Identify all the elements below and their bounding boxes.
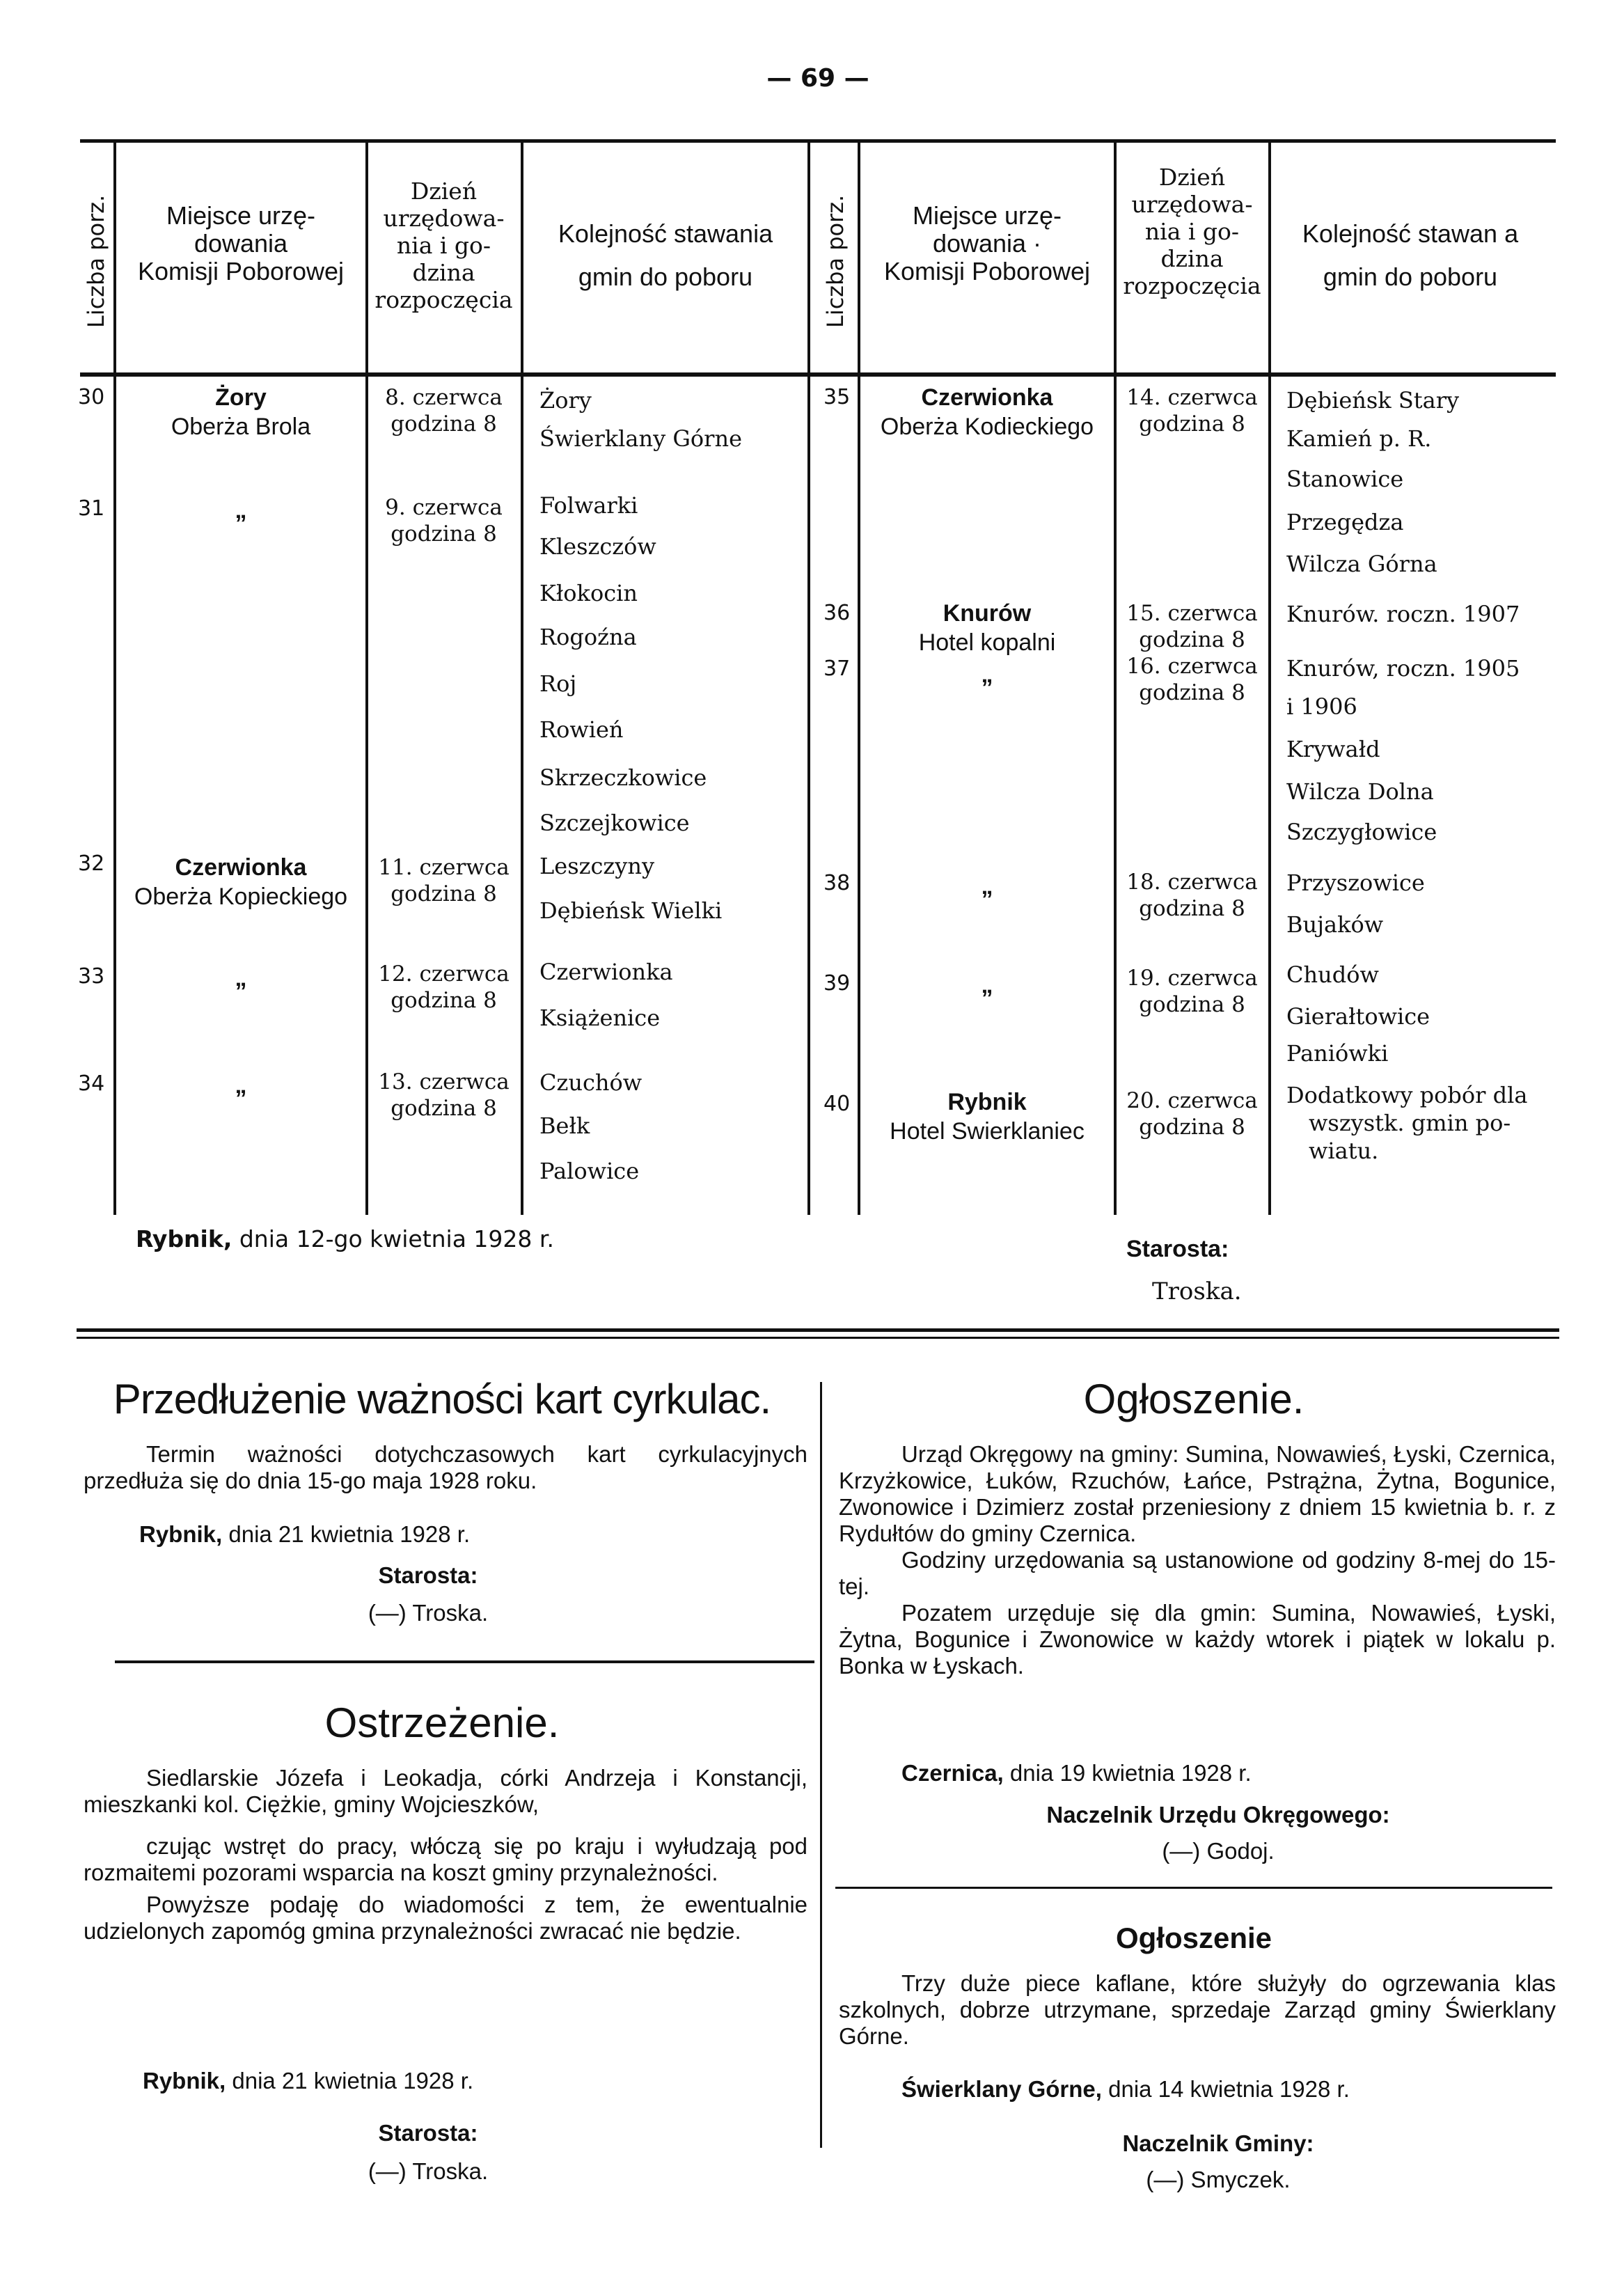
page-number: — 69 — bbox=[766, 64, 869, 93]
row-place-sub: Oberża Kodieckiego bbox=[880, 414, 1094, 440]
row-date: 15. czerwca godzina 8 bbox=[1126, 601, 1258, 652]
table-divider bbox=[521, 143, 523, 1215]
row-place bbox=[862, 872, 1112, 901]
article-paragraph: Urząd Okręgowy na gminy: Sumina, Nowawieś, Łyski, Czernica, Krzyżkowice, Łuków, Rzuchów, Łańce, Pstrążna, Żytna, Bogunice, Zwonowice i Dzimierz został przeniesiony z dniem 15 kwietnia b. r. z Rydułtów do gminy Czernica. bbox=[839, 1441, 1556, 1546]
row-gmina: Gierałtowice bbox=[1286, 1003, 1430, 1030]
dateline-place: Świerklany Górne, bbox=[901, 2076, 1102, 2102]
row-gmina: Kłokocin bbox=[539, 580, 638, 606]
footer-date: dnia 12-go kwietnia 1928 r. bbox=[239, 1225, 554, 1252]
row-place bbox=[118, 853, 363, 911]
row-gmina: i 1906 bbox=[1286, 693, 1357, 720]
row-gmina: Rowień bbox=[539, 716, 624, 743]
row-place-sub: Oberża Kopieckiego bbox=[134, 883, 348, 910]
row-number: 33 bbox=[78, 964, 105, 989]
row-place-name: „ bbox=[981, 972, 993, 998]
row-date: 18. czerwca godzina 8 bbox=[1126, 870, 1258, 921]
row-gmina: Przegędza bbox=[1286, 509, 1404, 535]
table-divider bbox=[807, 143, 810, 1215]
row-gmina: Knurów. roczn. 1907 bbox=[1286, 601, 1520, 627]
row-gmina: Świerklany Górne bbox=[539, 425, 743, 452]
row-gmina: Wilcza Górna bbox=[1286, 551, 1437, 577]
article-body bbox=[839, 1441, 1556, 1679]
row-date: 8. czerwca godzina 8 bbox=[385, 385, 503, 437]
header-order: Kolejność stawania gmin do poboru bbox=[558, 219, 773, 291]
header-place2: Miejsce urzę- dowania · Komisji Poborowej bbox=[883, 201, 1091, 285]
article-paragraph: Trzy duże piece kaflane, które służyły do ogrzewania klas szkolnych, dobrze utrzymane, sprzedaje Zarząd gminy Świerklany Górne. bbox=[839, 1970, 1556, 2049]
row-gmina: wszystk. gmin po- bbox=[1309, 1110, 1511, 1136]
table-divider bbox=[113, 143, 116, 1215]
article-title: Przedłużenie ważności kart cyrkulac. bbox=[113, 1376, 771, 1422]
article-body bbox=[84, 1765, 807, 1945]
row-gmina: Szczygłowice bbox=[1286, 819, 1437, 845]
header-lp: Liczba porz. bbox=[83, 194, 109, 328]
section-rule bbox=[77, 1337, 1559, 1339]
row-gmina: Kamień p. R. bbox=[1286, 425, 1432, 452]
row-number: 34 bbox=[78, 1071, 105, 1096]
row-place-name: „ bbox=[981, 873, 993, 900]
signature-name: (—) Troska. bbox=[368, 2158, 489, 2184]
row-gmina: Palowice bbox=[539, 1158, 640, 1184]
row-place-name: Knurów bbox=[943, 600, 1032, 627]
table-divider bbox=[1114, 143, 1117, 1215]
row-place-name: Żory bbox=[215, 384, 267, 411]
dateline-date: dnia 21 kwietnia 1928 r. bbox=[228, 1521, 471, 1547]
row-gmina: Czuchów bbox=[539, 1069, 642, 1096]
row-number: 31 bbox=[78, 496, 105, 521]
article-paragraph: Termin ważności dotychczasowych kart cyrkulacyjnych przedłuża się do dnia 15-go maja 1928 roku. bbox=[84, 1441, 807, 1493]
article-title: Ogłoszenie bbox=[1115, 1922, 1272, 1954]
table-footer-date bbox=[136, 1225, 554, 1252]
article-paragraph: Godziny urzędowania są ustanowione od godziny 8-mej do 15-tej. bbox=[839, 1547, 1556, 1599]
article-dateline bbox=[901, 1760, 1252, 1786]
table-divider bbox=[365, 143, 368, 1215]
row-date: 19. czerwca godzina 8 bbox=[1126, 966, 1258, 1017]
article-paragraph: czując wstręt do pracy, włóczą się po kraju i wyłudzają pod rozmaitemi pozorami wsparcia na koszt gminy przynależności. bbox=[84, 1833, 807, 1885]
row-gmina: Leszczyny bbox=[539, 853, 655, 879]
row-number: 35 bbox=[823, 385, 851, 409]
row-place bbox=[862, 383, 1112, 441]
table-top-rule bbox=[80, 139, 1556, 143]
column-divider bbox=[820, 1382, 822, 2148]
row-gmina: Dębieńsk Wielki bbox=[539, 897, 723, 924]
signature-title: Naczelnik Urzędu Okręgowego: bbox=[1046, 1802, 1390, 1828]
row-date: 12. czerwca godzina 8 bbox=[378, 961, 510, 1013]
row-place-name: Czerwionka bbox=[921, 384, 1053, 411]
row-number: 30 bbox=[78, 385, 105, 409]
table-divider bbox=[1268, 143, 1271, 1215]
row-number: 38 bbox=[823, 871, 851, 895]
row-date: 16. czerwca godzina 8 bbox=[1126, 654, 1258, 705]
row-date: 13. czerwca godzina 8 bbox=[378, 1069, 510, 1121]
row-place bbox=[118, 1071, 363, 1100]
row-place bbox=[118, 383, 363, 441]
table-header-rule bbox=[80, 372, 1556, 377]
row-gmina: Dębieńsk Stary bbox=[1286, 387, 1460, 414]
header-lp2: Liczba porz. bbox=[822, 194, 849, 328]
row-date: 11. czerwca godzina 8 bbox=[378, 855, 510, 906]
header-order2: Kolejność stawan a gmin do poboru bbox=[1302, 219, 1519, 291]
row-place bbox=[862, 599, 1112, 657]
row-place-name: „ bbox=[235, 1072, 247, 1099]
article-paragraph: Powyższe podaję do wiadomości z tem, że ewentualnie udzielonych zapomóg gmina przynależności zwracać nie będzie. bbox=[84, 1892, 807, 1944]
section-rule bbox=[77, 1328, 1559, 1332]
article-title: Ostrzeżenie. bbox=[324, 1699, 560, 1746]
dateline-date: dnia 19 kwietnia 1928 r. bbox=[1009, 1760, 1252, 1786]
dateline-date: dnia 21 kwietnia 1928 r. bbox=[232, 2068, 474, 2094]
signature-name: (—) Troska. bbox=[368, 1600, 489, 1626]
row-gmina: Bełk bbox=[539, 1113, 590, 1139]
row-gmina: Stanowice bbox=[1286, 466, 1404, 492]
article-dateline bbox=[143, 2068, 473, 2094]
row-gmina: Szczejkowice bbox=[539, 810, 690, 836]
row-gmina: Krywałd bbox=[1286, 736, 1380, 762]
article-body bbox=[839, 1970, 1556, 2050]
dateline-place: Rybnik, bbox=[139, 1521, 223, 1547]
row-place bbox=[862, 971, 1112, 1000]
article-rule bbox=[115, 1660, 814, 1663]
row-gmina: Dodatkowy pobór dla bbox=[1286, 1082, 1528, 1108]
row-gmina: Żory bbox=[539, 387, 592, 414]
dateline-date: dnia 14 kwietnia 1928 r. bbox=[1108, 2076, 1350, 2102]
signature-title: Naczelnik Gminy: bbox=[1122, 2130, 1314, 2156]
row-place bbox=[862, 1087, 1112, 1146]
signature-name: (—) Smyczek. bbox=[1146, 2167, 1291, 2192]
row-place-name: Czerwionka bbox=[175, 854, 307, 881]
row-date: 14. czerwca godzina 8 bbox=[1126, 385, 1258, 437]
row-gmina: Knurów, roczn. 1905 bbox=[1286, 655, 1520, 682]
row-number: 40 bbox=[823, 1092, 851, 1116]
footer-place: Rybnik, bbox=[136, 1225, 232, 1252]
article-paragraph: Pozatem urzęduje się dla gmin: Sumina, Nowawieś, Łyski, Żytna, Bogunice i Zwonowice w każdy wtorek i piątek w lokalu p. Bonka w Łyskach. bbox=[839, 1600, 1556, 1679]
article-title: Ogłoszenie. bbox=[1083, 1376, 1304, 1422]
row-place-name: „ bbox=[235, 965, 247, 991]
row-gmina: Roj bbox=[539, 670, 577, 697]
dateline-place: Rybnik, bbox=[143, 2068, 226, 2094]
row-gmina: Folwarki bbox=[539, 492, 638, 519]
row-gmina: Książenice bbox=[539, 1005, 661, 1031]
row-place-name: Rybnik bbox=[947, 1089, 1027, 1115]
header-place: Miejsce urzę- dowania Komisji Poborowej bbox=[137, 201, 345, 285]
row-place bbox=[862, 660, 1112, 689]
row-gmina: Wilcza Dolna bbox=[1286, 778, 1434, 805]
header-date: Dzień urzędowa- nia i go- dzina rozpoczęcia bbox=[375, 178, 513, 313]
signature-title: Starosta: bbox=[378, 2120, 478, 2146]
row-gmina: Bujaków bbox=[1286, 911, 1384, 938]
row-number: 39 bbox=[823, 971, 851, 996]
row-place bbox=[118, 496, 363, 525]
row-number: 32 bbox=[78, 851, 105, 876]
table-footer-sign-title: Starosta: bbox=[1126, 1236, 1229, 1262]
row-place bbox=[118, 964, 363, 993]
row-place-name: „ bbox=[235, 497, 247, 524]
row-place-sub: Hotel Swierklaniec bbox=[890, 1118, 1085, 1145]
row-date: 9. czerwca godzina 8 bbox=[385, 495, 503, 547]
table-footer-sign-name: Troska. bbox=[1152, 1278, 1242, 1305]
row-place-name: „ bbox=[981, 661, 993, 688]
article-rule bbox=[835, 1887, 1552, 1889]
article-dateline bbox=[901, 2076, 1350, 2103]
row-gmina: Rogoźna bbox=[539, 624, 637, 650]
row-place-sub: Hotel kopalni bbox=[918, 629, 1056, 656]
dateline-place: Czernica, bbox=[901, 1760, 1004, 1786]
header-date2: Dzień urzędowa- nia i go- dzina rozpoczęcia bbox=[1123, 164, 1261, 299]
row-gmina: Skrzeczkowice bbox=[539, 764, 707, 791]
row-number: 36 bbox=[823, 601, 851, 625]
article-dateline bbox=[139, 1521, 470, 1548]
row-number: 37 bbox=[823, 657, 851, 681]
row-gmina: Kleszczów bbox=[539, 533, 656, 560]
row-place-sub: Oberża Brola bbox=[171, 414, 311, 440]
table-divider bbox=[858, 143, 860, 1215]
row-gmina: wiatu. bbox=[1309, 1138, 1379, 1164]
article-body bbox=[84, 1441, 807, 1494]
signature-name: (—) Godoj. bbox=[1162, 1838, 1275, 1864]
row-gmina: Czerwionka bbox=[539, 959, 673, 985]
row-gmina: Chudów bbox=[1286, 961, 1379, 988]
row-date: 20. czerwca godzina 8 bbox=[1126, 1088, 1258, 1140]
article-paragraph: Siedlarskie Józefa i Leokadja, córki Andrzeja i Konstancji, mieszkanki kol. Ciężkie, gminy Wojcieszków, bbox=[84, 1765, 807, 1817]
signature-title: Starosta: bbox=[378, 1562, 478, 1588]
row-gmina: Przyszowice bbox=[1286, 870, 1425, 896]
row-gmina: Paniówki bbox=[1286, 1040, 1389, 1067]
